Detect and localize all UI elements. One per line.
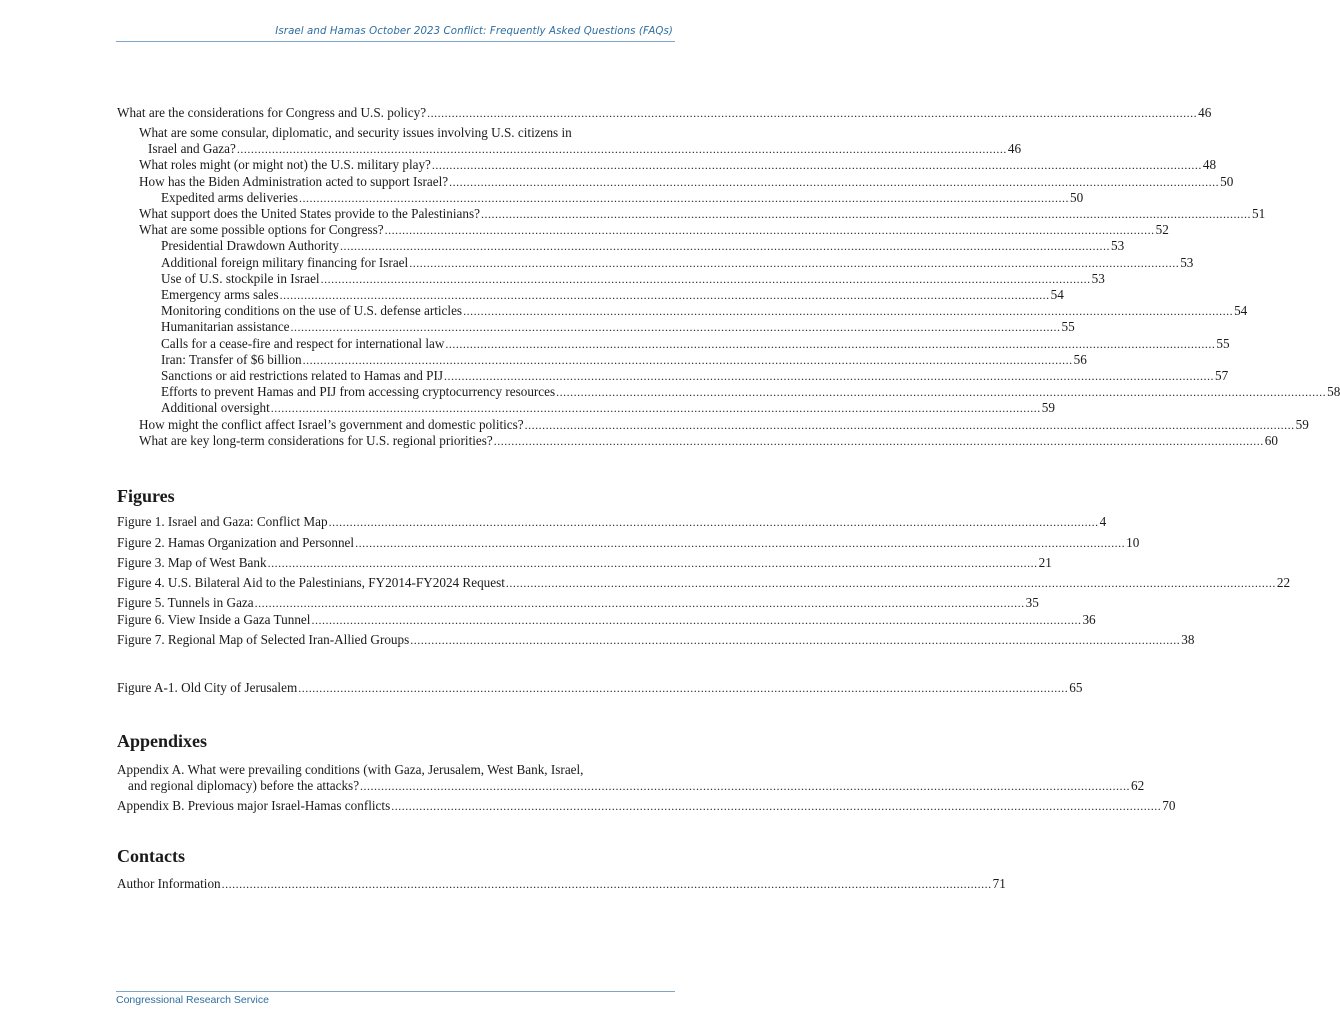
toc-entry-label: Sanctions or aid restrictions related to Hamas and PIJ	[161, 368, 443, 383]
figure-entry[interactable]	[117, 575, 1291, 591]
figure-entry-page: 38	[1181, 632, 1195, 647]
toc-entry-label: Humanitarian assistance	[161, 319, 290, 334]
dot-leader: ............................................................................................................................................................................................................................	[302, 353, 1073, 367]
toc-entry-page: 57	[1215, 368, 1229, 383]
dot-leader: ............................................................................................................................................................................................................................	[355, 536, 1126, 550]
dot-leader: ............................................................................................................................................................................................................................	[311, 613, 1082, 627]
toc-entry-label: What roles might (or might not) the U.S. military play?	[139, 157, 431, 172]
dot-leader: ............................................................................................................................................................................................................................	[445, 337, 1216, 351]
toc-entry[interactable]	[139, 222, 1169, 238]
contacts-heading: Contacts	[117, 846, 185, 866]
footer-text: Congressional Research Service	[116, 994, 269, 1006]
dot-leader: ............................................................................................................................................................................................................................	[463, 304, 1234, 318]
toc-entry[interactable]	[161, 352, 1087, 368]
dot-leader: ............................................................................................................................................................................................................................	[444, 369, 1214, 383]
toc-entry[interactable]	[161, 368, 1229, 384]
toc-entry-label: Israel and Gaza?	[148, 141, 236, 156]
toc-entry-page: 58	[1327, 384, 1340, 399]
appendix-entry-label: Appendix B. Previous major Israel-Hamas conflicts	[117, 798, 391, 813]
toc-entry-label: What are some possible options for Congress?	[139, 222, 384, 237]
dot-leader: ............................................................................................................................................................................................................................	[427, 106, 1198, 120]
dot-leader: ............................................................................................................................................................................................................................	[505, 576, 1276, 590]
figure-entry-label: Figure 6. View Inside a Gaza Tunnel	[117, 612, 311, 627]
dot-leader: ............................................................................................................................................................................................................................	[279, 288, 1050, 302]
toc-entry-page: 56	[1073, 352, 1087, 367]
contact-entry-label: Author Information	[117, 876, 221, 891]
dot-leader: ............................................................................................................................................................................................................................	[221, 877, 992, 891]
toc-entry-page: 59	[1295, 417, 1309, 432]
appendix-entry-label: and regional diplomacy) before the attacks?	[128, 778, 360, 793]
dot-leader: ............................................................................................................................................................................................................................	[391, 799, 1162, 813]
toc-entry[interactable]	[161, 255, 1194, 271]
toc-entry[interactable]	[161, 384, 1340, 400]
figure-entry-page: 4	[1099, 514, 1107, 529]
toc-entry[interactable]	[161, 287, 1064, 303]
toc-entry-label: How might the conflict affect Israel’s government and domestic politics?	[139, 417, 524, 432]
toc-entry-page: 54	[1234, 303, 1248, 318]
dot-leader: ............................................................................................................................................................................................................................	[236, 142, 1007, 156]
toc-entry-page: 51	[1251, 206, 1266, 221]
toc-entry-page: 55	[1216, 336, 1230, 351]
toc-entry-label-first-line[interactable]: What are some consular, diplomatic, and security issues involving U.S. citizens in	[139, 125, 572, 140]
appendixes-heading: Appendixes	[117, 731, 208, 751]
toc-entry[interactable]	[117, 105, 1212, 121]
figure-entry-page: 65	[1069, 680, 1083, 695]
toc-entry-page: 52	[1155, 222, 1169, 237]
dot-leader: ............................................................................................................................................................................................................................	[270, 401, 1041, 415]
figures-heading: Figures	[117, 486, 175, 506]
appendix-entry-page: 62	[1131, 778, 1145, 793]
running-header	[116, 26, 675, 42]
figure-entry-label: Figure 5. Tunnels in Gaza	[117, 595, 254, 610]
dot-leader: ............................................................................................................................................................................................................................	[360, 779, 1131, 793]
toc-entry[interactable]	[161, 303, 1248, 319]
dot-leader: ............................................................................................................................................................................................................................	[267, 556, 1038, 570]
toc-entry-label: Presidential Drawdown Authority	[161, 238, 340, 253]
figure-entry-label: Figure 7. Regional Map of Selected Iran-Allied Groups	[117, 632, 410, 647]
appendix-entry-page: 70	[1162, 798, 1176, 813]
toc-entry-page: 50	[1220, 174, 1234, 189]
toc-entry-label: How has the Biden Administration acted to support Israel?	[139, 174, 449, 189]
toc-entry[interactable]	[161, 190, 1084, 206]
toc-entry[interactable]	[139, 206, 1266, 222]
toc-entry[interactable]	[139, 174, 1234, 190]
appendix-entry[interactable]	[128, 778, 1145, 794]
toc-entry[interactable]	[161, 400, 1055, 416]
figure-entry[interactable]	[117, 555, 1052, 571]
figure-entry[interactable]	[117, 514, 1107, 530]
toc-entry-page: 60	[1264, 433, 1278, 448]
toc-entry-label: Use of U.S. stockpile in Israel	[161, 271, 320, 286]
dot-leader: ............................................................................................................................................................................................................................	[298, 191, 1069, 205]
figure-entry[interactable]	[117, 595, 1039, 611]
contact-entry-page: 71	[992, 876, 1006, 891]
figure-entry-label: Figure 2. Hamas Organization and Personnel	[117, 535, 355, 550]
dot-leader: ............................................................................................................................................................................................................................	[384, 223, 1155, 237]
dot-leader: ............................................................................................................................................................................................................................	[524, 418, 1295, 432]
toc-entry-page: 53	[1091, 271, 1105, 286]
dot-leader: ............................................................................................................................................................................................................................	[556, 385, 1327, 399]
toc-entry-page: 53	[1111, 238, 1125, 253]
figure-entry-page: 36	[1082, 612, 1096, 627]
dot-leader: ............................................................................................................................................................................................................................	[340, 239, 1111, 253]
toc-entry[interactable]	[148, 141, 1022, 157]
figure-entry-page: 35	[1025, 595, 1039, 610]
figure-entry-label: Figure 3. Map of West Bank	[117, 555, 267, 570]
toc-entry-label: Efforts to prevent Hamas and PIJ from accessing cryptocurrency resources	[161, 384, 556, 399]
dot-leader: ............................................................................................................................................................................................................................	[431, 158, 1202, 172]
appendix-entry[interactable]	[117, 798, 1176, 814]
toc-entry-page: 54	[1050, 287, 1064, 302]
dot-leader: ............................................................................................................................................................................................................................	[320, 272, 1091, 286]
figure-entry[interactable]	[117, 680, 1083, 696]
running-footer	[116, 991, 675, 1006]
contact-entry[interactable]	[117, 876, 1006, 892]
dot-leader: ............................................................................................................................................................................................................................	[493, 434, 1264, 448]
figure-entry-page: 10	[1126, 535, 1140, 550]
header-title: Israel and Hamas October 2023 Conflict: Frequently Asked Questions (FAQs)	[275, 26, 673, 37]
toc-entry[interactable]	[161, 319, 1075, 335]
figure-entry[interactable]	[117, 612, 1096, 628]
toc-entry-page: 53	[1180, 255, 1194, 270]
dot-leader: ............................................................................................................................................................................................................................	[409, 256, 1180, 270]
toc-entry-label: Additional foreign military financing for Israel	[161, 255, 409, 270]
toc-entry-label: Additional oversight	[161, 400, 270, 415]
toc-entry-page: 55	[1061, 319, 1075, 334]
toc-entry-page: 48	[1202, 157, 1217, 172]
toc-entry-label: What are key long-term considerations for U.S. regional priorities?	[139, 433, 493, 448]
dot-leader: ............................................................................................................................................................................................................................	[254, 596, 1025, 610]
toc-entry[interactable]	[161, 336, 1230, 352]
dot-leader: ............................................................................................................................................................................................................................	[449, 175, 1220, 189]
toc-entry-label: What are the considerations for Congress and U.S. policy?	[117, 105, 427, 120]
toc-entry-label: What support does the United States provide to the Palestinians?	[139, 206, 480, 221]
figure-entry[interactable]	[117, 632, 1195, 648]
figure-entry[interactable]	[117, 535, 1140, 551]
dot-leader: ............................................................................................................................................................................................................................	[298, 681, 1069, 695]
toc-entry-label: Iran: Transfer of $6 billion	[161, 352, 302, 367]
dot-leader: ............................................................................................................................................................................................................................	[410, 633, 1181, 647]
figure-entry-page: 22	[1276, 575, 1291, 590]
toc-entry-page: 59	[1041, 400, 1055, 415]
toc-entry[interactable]	[161, 271, 1105, 287]
figure-entry-label: Figure A-1. Old City of Jerusalem	[117, 680, 298, 695]
figure-entry-label: Figure 1. Israel and Gaza: Conflict Map	[117, 514, 328, 529]
toc-entry-page: 50	[1069, 190, 1084, 205]
toc-entry[interactable]	[161, 238, 1125, 254]
toc-entry-label: Calls for a cease-fire and respect for international law	[161, 336, 445, 351]
toc-entry[interactable]	[139, 417, 1309, 433]
toc-entry-label: Expedited arms deliveries	[161, 190, 298, 205]
toc-entry[interactable]	[139, 433, 1278, 449]
toc-entry-label: Emergency arms sales	[161, 287, 279, 302]
toc-entry-page: 46	[1007, 141, 1022, 156]
appendix-entry-label-first-line[interactable]: Appendix A. What were prevailing conditions (with Gaza, Jerusalem, West Bank, Israel,	[117, 762, 584, 777]
toc-entry-label: Monitoring conditions on the use of U.S. defense articles	[161, 303, 463, 318]
dot-leader: ............................................................................................................................................................................................................................	[480, 207, 1251, 221]
figure-entry-label: Figure 4. U.S. Bilateral Aid to the Palestinians, FY2014-FY2024 Request	[117, 575, 505, 590]
toc-entry[interactable]	[139, 157, 1217, 173]
toc-entry-page: 46	[1198, 105, 1212, 120]
dot-leader: ............................................................................................................................................................................................................................	[290, 320, 1061, 334]
dot-leader: ............................................................................................................................................................................................................................	[328, 515, 1099, 529]
figure-entry-page: 21	[1038, 555, 1052, 570]
